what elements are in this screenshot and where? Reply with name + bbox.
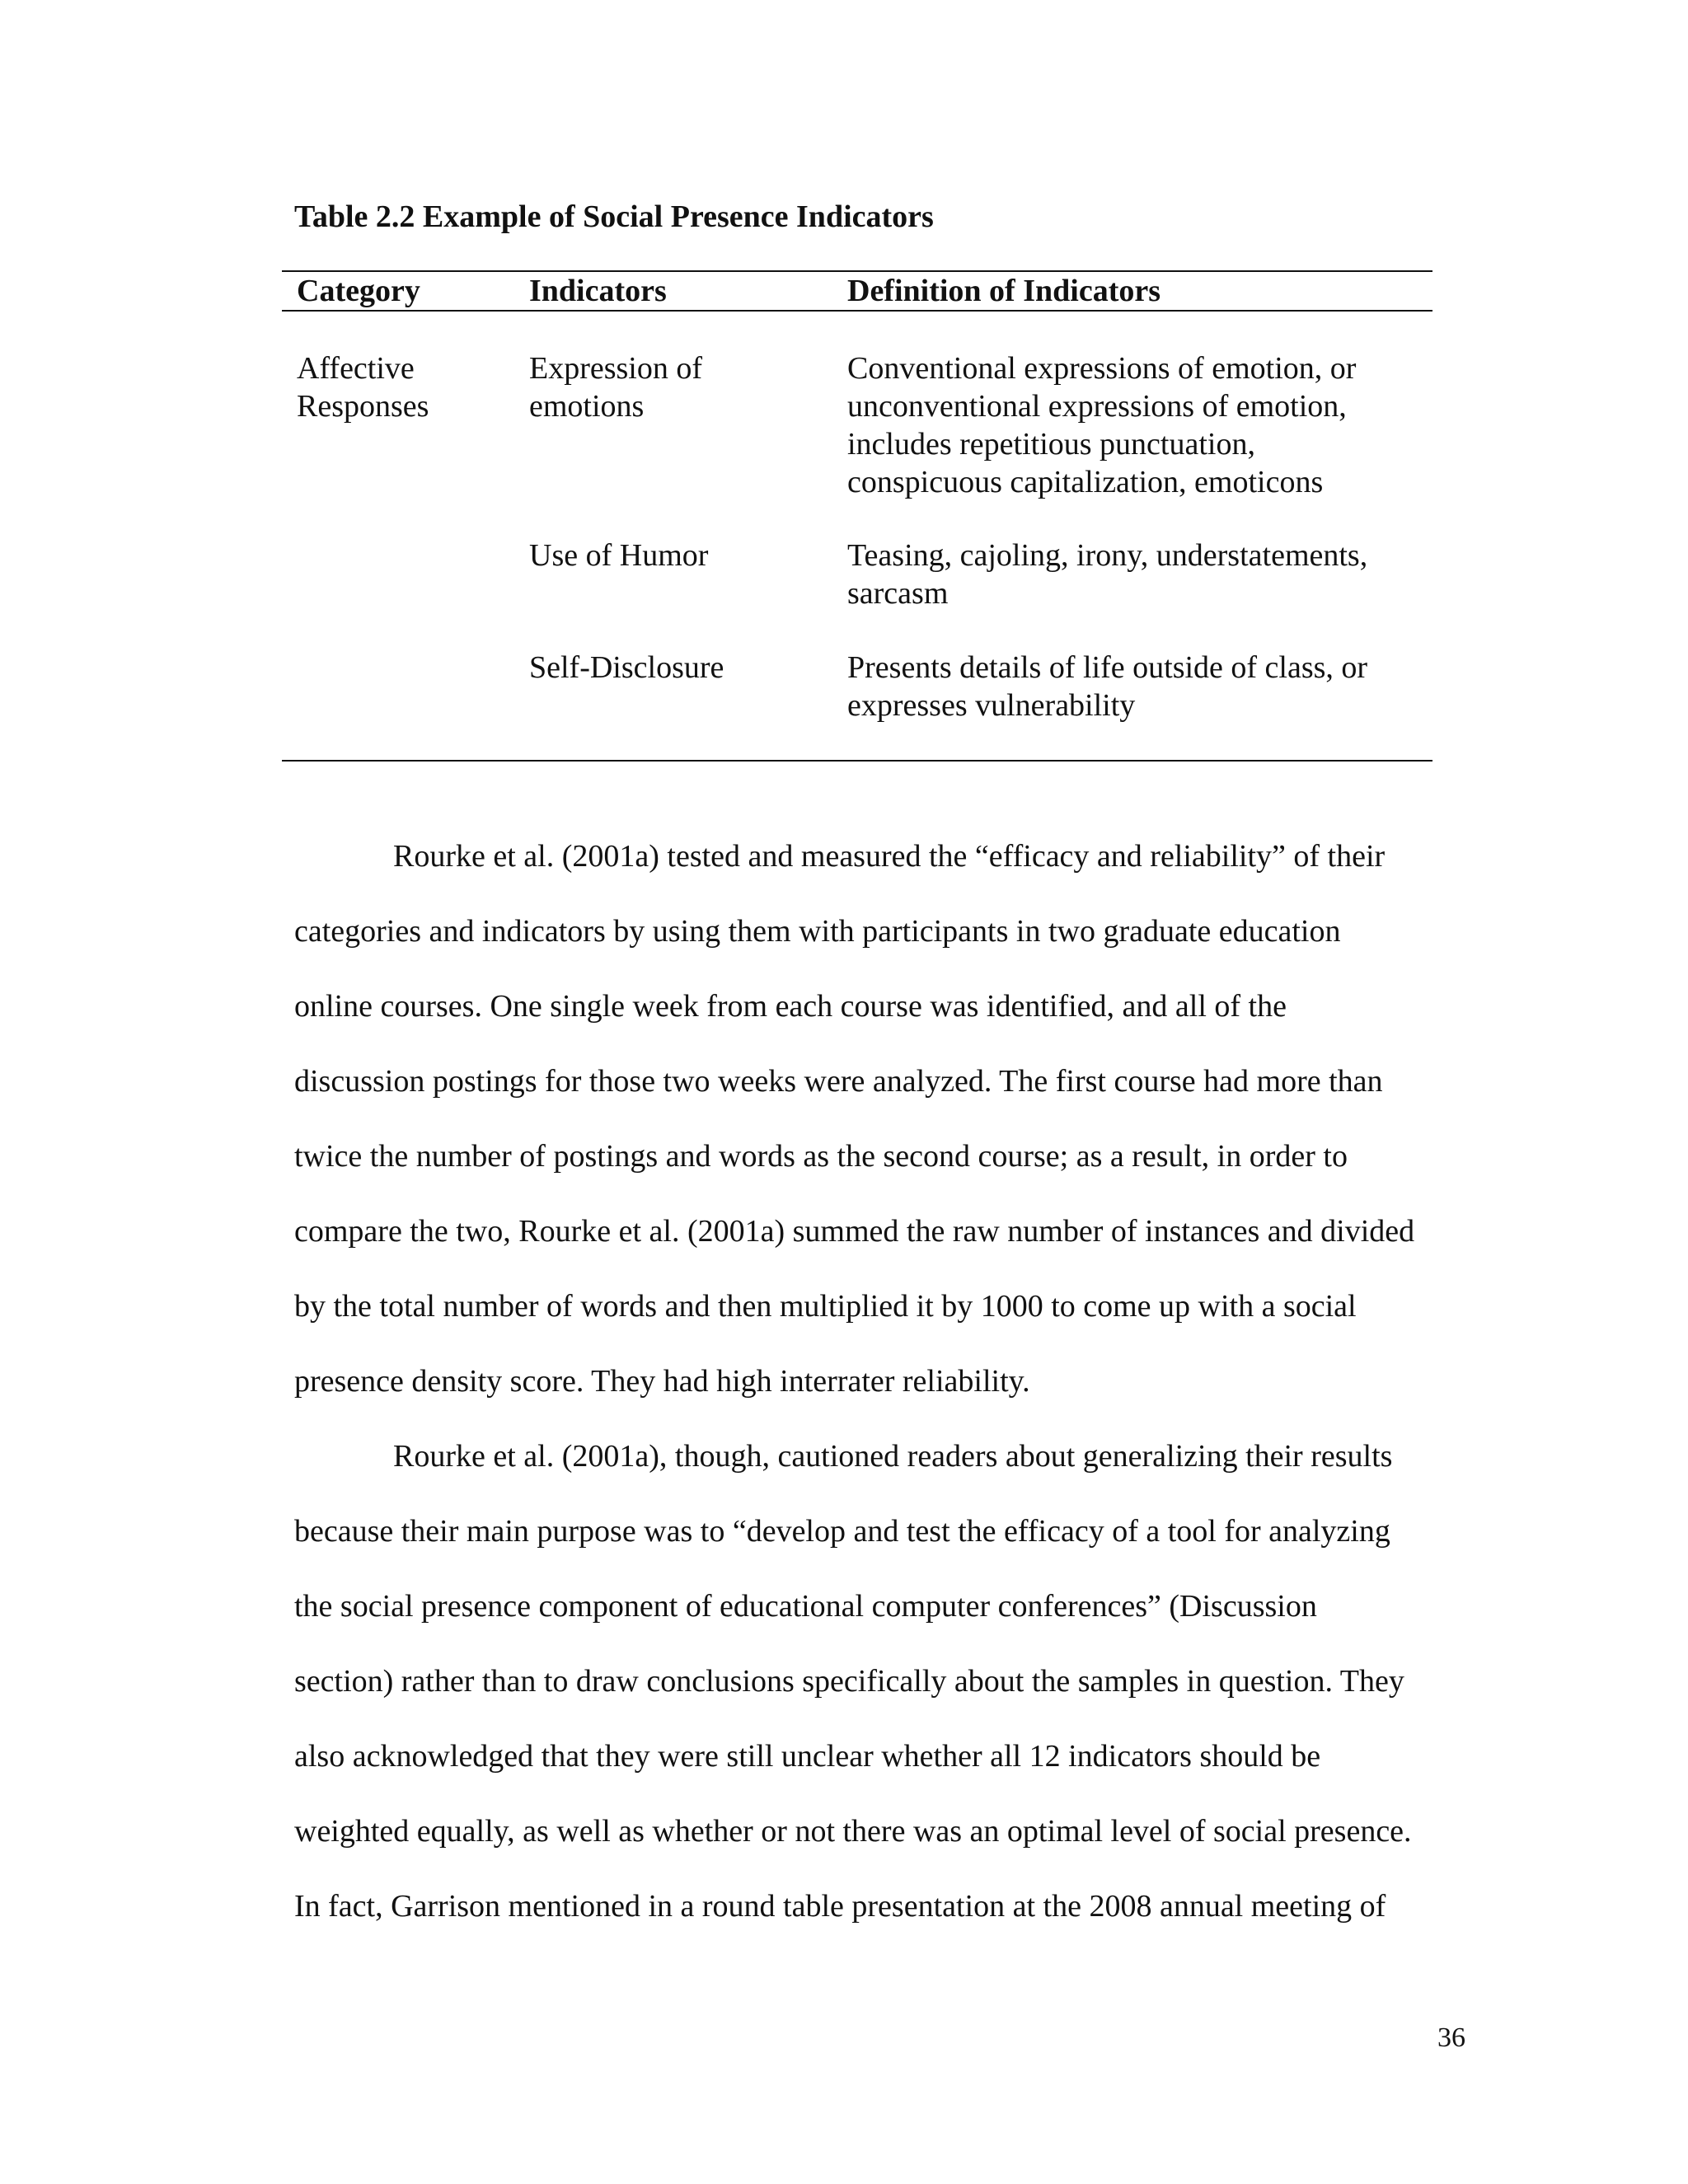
indicator-line: Self-Disclosure [529,650,724,685]
indicator-line: emotions [529,389,645,424]
paragraph-line: also acknowledged that they were still unclear whether all 12 indicators should be [294,1739,1321,1774]
body-paragraph [294,1419,1465,1944]
page-number: 36 [1437,2022,1465,2053]
table-row-category [297,349,429,425]
paragraph-line: Rourke et al. (2001a), though, cautioned readers about generalizing their results [393,1439,1393,1474]
table-row-definition [847,537,1367,612]
definition-line: Conventional expressions of emotion, or [847,351,1357,386]
body-paragraph [294,819,1465,1419]
table-row-indicator [529,537,708,574]
definition-line: Presents details of life outside of class, or [847,650,1368,685]
paragraph-line: Rourke et al. (2001a) tested and measured the “efficacy and reliability” of their [393,839,1386,874]
paragraph-line: the social presence component of educational computer conferences” (Discussion [294,1589,1317,1624]
definition-line: expresses vulnerability [847,688,1136,723]
definition-line: includes repetitious punctuation, [847,427,1255,462]
paragraph-line: presence density score. They had high interrater reliability. [294,1364,1030,1399]
definition-line: unconventional expressions of emotion, [847,389,1347,424]
paragraph-line: by the total number of words and then multiplied it by 1000 to come up with a social [294,1289,1357,1324]
indicator-line: Use of Humor [529,538,709,573]
table-bottom-rule [282,760,1432,762]
table-header-category: Category [297,274,420,308]
paragraph-line: twice the number of postings and words as the second course; as a result, in order to [294,1139,1348,1174]
paragraph-line: categories and indicators by using them with participants in two graduate education [294,914,1341,949]
table-header-indicators: Indicators [529,274,667,308]
table-header-definition: Definition of Indicators [847,274,1160,308]
paragraph-line: section) rather than to draw conclusions specifically about the samples in question. They [294,1664,1404,1699]
paragraph-line: because their main purpose was to “develop and test the efficacy of a tool for analyzing [294,1514,1390,1549]
table-row-indicator [529,349,702,425]
definition-line: Teasing, cajoling, irony, understatements, [847,538,1368,573]
definition-line: sarcasm [847,576,949,611]
paragraph-line: In fact, Garrison mentioned in a round table presentation at the 2008 annual meeting of [294,1889,1386,1924]
table-header-rule [282,310,1432,312]
paragraph-line: online courses. One single week from each course was identified, and all of the [294,989,1287,1024]
table-row-definition [847,349,1356,501]
category-line: Responses [297,389,429,424]
definition-line: conspicuous capitalization, emoticons [847,465,1324,499]
table-caption: Table 2.2 Example of Social Presence Indicators [294,199,934,234]
paragraph-line: weighted equally, as well as whether or not there was an optimal level of social presence. [294,1814,1412,1849]
table-row-definition [847,649,1367,724]
indicator-line: Expression of [529,351,703,386]
paragraph-line: compare the two, Rourke et al. (2001a) summed the raw number of instances and divided [294,1214,1415,1249]
category-line: Affective [297,351,415,386]
table-row-indicator [529,649,724,687]
paragraph-line: discussion postings for those two weeks were analyzed. The first course had more than [294,1064,1383,1099]
